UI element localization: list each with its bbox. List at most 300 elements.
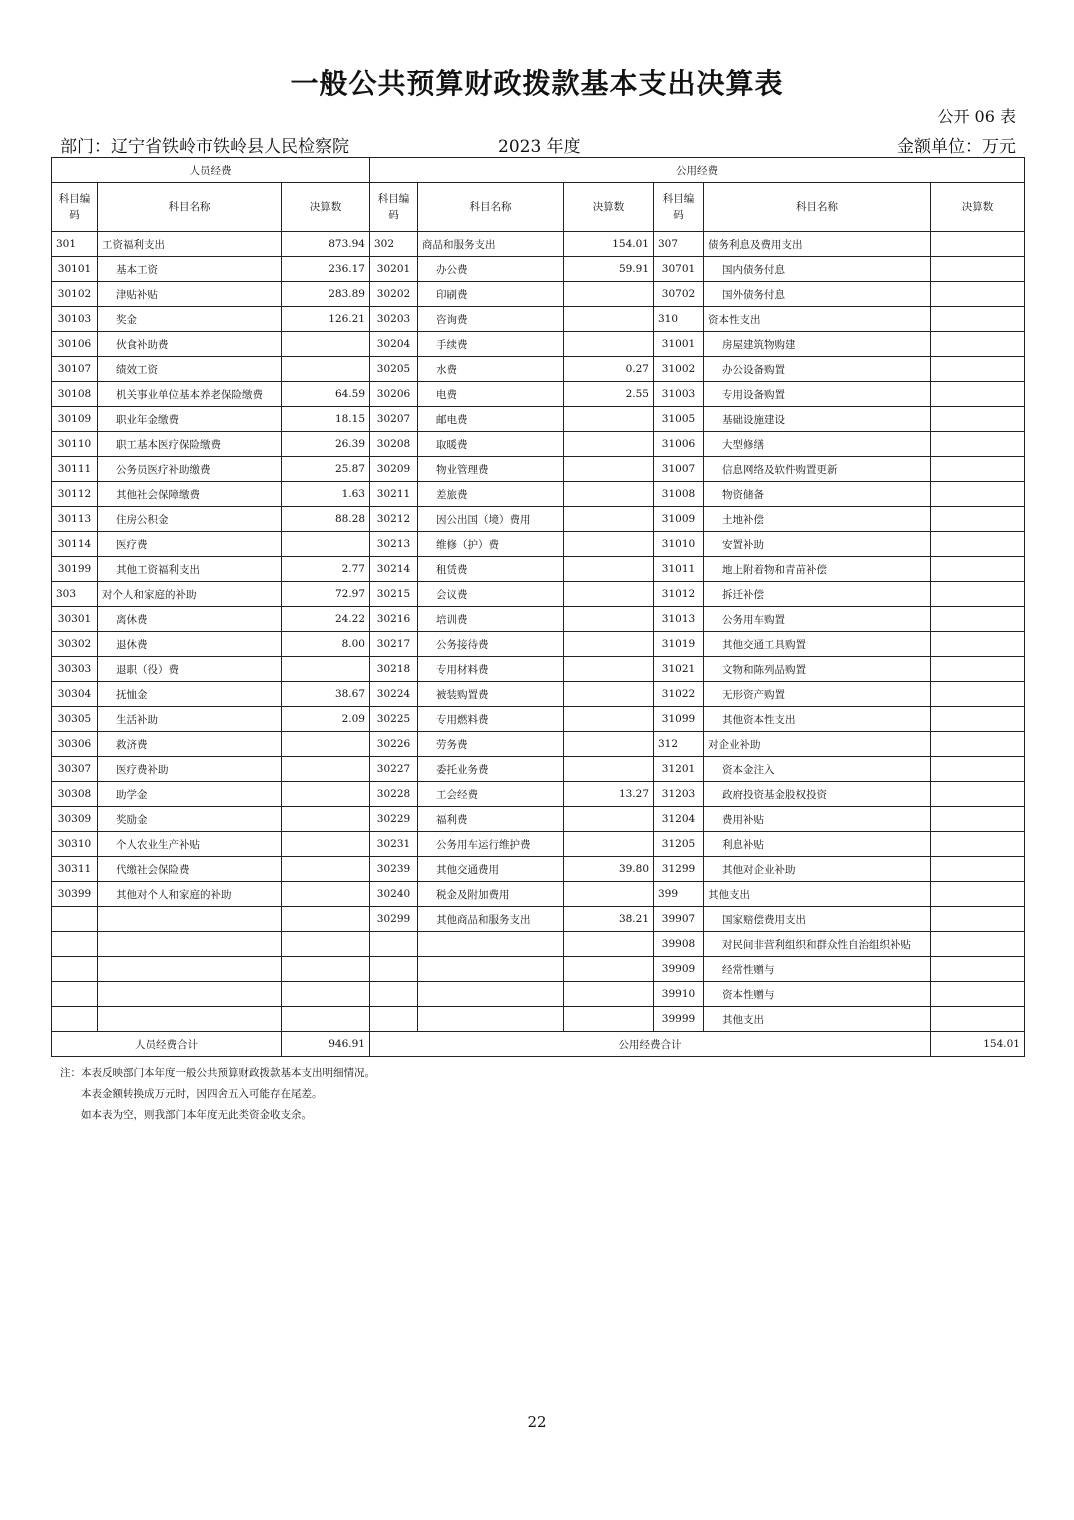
subject-name: 工资福利支出 [98,232,282,257]
amount-cell [931,882,1025,907]
subject-name: 拆迁补偿 [704,582,931,607]
subject-name: 基础设施建设 [704,407,931,432]
subject-code: 30206 [370,382,418,407]
subject-code: 30216 [370,607,418,632]
table-row [52,907,1025,932]
subject-code: 30399 [52,882,98,907]
amount-cell [931,482,1025,507]
subject-code: 312 [654,732,704,757]
note-line: 如本表为空，则我部门本年度无此类资金收支余。 [81,1109,312,1121]
table-row [52,507,1025,532]
amount-cell: 18.15 [282,407,370,432]
subject-code: 30702 [654,282,704,307]
amount-cell: 873.94 [282,232,370,257]
subject-name: 安置补助 [704,532,931,557]
amount-cell [282,332,370,357]
subject-name: 公务用车运行维护费 [418,832,564,857]
subject-code: 30218 [370,657,418,682]
subject-code: 30103 [52,307,98,332]
page-number: 22 [527,1413,547,1431]
subject-code: 30107 [52,357,98,382]
subject-code: 31013 [654,607,704,632]
subject-code: 30310 [52,832,98,857]
table-row [52,482,1025,507]
subject-name: 手续费 [418,332,564,357]
table-row [52,432,1025,457]
subject-code: 31012 [654,582,704,607]
subject-code: 31204 [654,807,704,832]
subject-code: 30239 [370,857,418,882]
subject-name: 税金及附加费用 [418,882,564,907]
col-header-name: 科目名称 [98,183,282,232]
subject-name: 其他对企业补助 [704,857,931,882]
amount-cell: 88.28 [282,507,370,532]
subject-name: 资本性支出 [704,307,931,332]
notes [60,1063,375,1126]
subject-name: 基本工资 [98,257,282,282]
subject-code: 30217 [370,632,418,657]
amount-cell [564,632,654,657]
amount-cell [282,807,370,832]
subject-name: 维修（护）费 [418,532,564,557]
amount-cell [564,457,654,482]
amount-cell: 236.17 [282,257,370,282]
subject-name [98,932,282,957]
subject-code: 31008 [654,482,704,507]
subject-code: 31002 [654,357,704,382]
amount-cell [564,482,654,507]
subject-name: 助学金 [98,782,282,807]
amount-cell: 2.77 [282,557,370,582]
subject-name: 个人农业生产补贴 [98,832,282,857]
subject-name [418,1007,564,1032]
col-header-amount: 决算数 [931,183,1025,232]
subject-code: 39910 [654,982,704,1007]
subject-code: 303 [52,582,98,607]
table-row [52,782,1025,807]
amount-cell [931,582,1025,607]
subject-name: 公务用车购置 [704,607,931,632]
subject-name: 津贴补贴 [98,282,282,307]
amount-cell [564,407,654,432]
table-row [52,582,1025,607]
subject-code: 30213 [370,532,418,557]
personnel-total-value: 946.91 [282,1032,370,1057]
subject-code: 31022 [654,682,704,707]
amount-cell: 38.67 [282,682,370,707]
public-total-value: 154.01 [931,1032,1025,1057]
department-label: 部门：辽宁省铁岭市铁岭县人民检察院 [60,137,349,157]
subject-code: 30212 [370,507,418,532]
table-row [52,557,1025,582]
subject-code: 30309 [52,807,98,832]
subject-name: 租赁费 [418,557,564,582]
subject-name: 因公出国（境）费用 [418,507,564,532]
subject-code: 30229 [370,807,418,832]
subject-code: 310 [654,307,704,332]
subject-code [370,1007,418,1032]
subject-name [418,957,564,982]
subject-name: 工会经费 [418,782,564,807]
amount-cell [564,682,654,707]
subject-code [52,982,98,1007]
subject-name: 公务接待费 [418,632,564,657]
col-header-name: 科目名称 [418,183,564,232]
table-row [52,457,1025,482]
amount-cell [931,657,1025,682]
amount-cell [564,657,654,682]
amount-cell [564,982,654,1007]
subject-code: 31006 [654,432,704,457]
subject-code: 31005 [654,407,704,432]
amount-cell [931,907,1025,932]
subject-name: 国家赔偿费用支出 [704,907,931,932]
amount-cell [282,832,370,857]
subject-code [370,957,418,982]
amount-cell [931,707,1025,732]
table-row [52,932,1025,957]
col-header-code: 科目编码 [370,183,418,232]
amount-cell [931,1007,1025,1032]
subject-code: 31003 [654,382,704,407]
amount-cell [564,732,654,757]
amount-cell [564,707,654,732]
subject-code: 30207 [370,407,418,432]
subject-code: 30227 [370,757,418,782]
table-row [52,732,1025,757]
subject-name [418,932,564,957]
subject-code: 30106 [52,332,98,357]
amount-cell [931,832,1025,857]
subject-code: 30214 [370,557,418,582]
subject-name [98,907,282,932]
page-title: 一般公共预算财政拨款基本支出决算表 [290,67,784,100]
subject-code: 31203 [654,782,704,807]
subject-name: 退休费 [98,632,282,657]
amount-cell [931,457,1025,482]
amount-cell [931,957,1025,982]
subject-name: 其他对个人和家庭的补助 [98,882,282,907]
subject-name: 商品和服务支出 [418,232,564,257]
subject-name: 地上附着物和青苗补偿 [704,557,931,582]
amount-cell: 24.22 [282,607,370,632]
subject-name: 奖励金 [98,807,282,832]
table-row [52,857,1025,882]
table-row [52,257,1025,282]
amount-cell [931,632,1025,657]
subject-code [52,907,98,932]
amount-cell [564,757,654,782]
col-header-amount: 决算数 [282,183,370,232]
amount-cell [564,607,654,632]
amount-cell [282,1007,370,1032]
subject-name: 其他商品和服务支出 [418,907,564,932]
table-row [52,607,1025,632]
subject-name: 其他交通工具购置 [704,632,931,657]
subject-code: 39999 [654,1007,704,1032]
table-row [52,307,1025,332]
subject-code: 30308 [52,782,98,807]
amount-cell [931,807,1025,832]
subject-name: 对个人和家庭的补助 [98,582,282,607]
amount-cell [282,857,370,882]
subject-name: 其他交通费用 [418,857,564,882]
subject-code: 30203 [370,307,418,332]
col-header-code: 科目编码 [52,183,98,232]
subject-name: 离休费 [98,607,282,632]
subject-name: 房屋建筑物购建 [704,332,931,357]
subject-code: 30102 [52,282,98,307]
amount-cell [564,532,654,557]
amount-cell [282,907,370,932]
subject-code: 30101 [52,257,98,282]
subject-name: 职工基本医疗保险缴费 [98,432,282,457]
subject-code: 31205 [654,832,704,857]
subject-code [52,1007,98,1032]
subject-code: 30701 [654,257,704,282]
subject-name: 绩效工资 [98,357,282,382]
amount-cell: 72.97 [282,582,370,607]
amount-cell [564,332,654,357]
amount-cell [282,732,370,757]
subject-name: 其他工资福利支出 [98,557,282,582]
amount-cell [282,882,370,907]
subject-name: 土地补偿 [704,507,931,532]
amount-cell: 13.27 [564,782,654,807]
subject-name: 资本金注入 [704,757,931,782]
subject-code [370,982,418,1007]
subject-name: 差旅费 [418,482,564,507]
amount-cell [931,857,1025,882]
subject-name: 国内债务付息 [704,257,931,282]
amount-cell: 26.39 [282,432,370,457]
amount-cell [564,1007,654,1032]
amount-cell [931,782,1025,807]
amount-cell [931,382,1025,407]
subject-name: 费用补贴 [704,807,931,832]
amount-cell [564,507,654,532]
subject-name: 劳务费 [418,732,564,757]
amount-cell [931,932,1025,957]
subject-name [98,982,282,1007]
subject-code: 30113 [52,507,98,532]
subject-name: 专用材料费 [418,657,564,682]
table-row [52,807,1025,832]
public-total-label: 公用经费合计 [370,1032,931,1057]
subject-code: 30109 [52,407,98,432]
amount-cell [564,307,654,332]
amount-cell: 64.59 [282,382,370,407]
table-row [52,232,1025,257]
subject-name: 生活补助 [98,707,282,732]
subject-code: 31010 [654,532,704,557]
amount-cell: 2.55 [564,382,654,407]
subject-code: 30108 [52,382,98,407]
subject-code [52,957,98,982]
subject-name: 职业年金缴费 [98,407,282,432]
subject-name: 公务员医疗补助缴费 [98,457,282,482]
subject-code: 30231 [370,832,418,857]
subject-code: 30112 [52,482,98,507]
subject-name: 文物和陈列品购置 [704,657,931,682]
table-row [52,357,1025,382]
amount-cell [282,532,370,557]
subject-code: 30305 [52,707,98,732]
amount-cell [564,432,654,457]
amount-cell [564,932,654,957]
amount-cell: 25.87 [282,457,370,482]
amount-cell [564,957,654,982]
subject-name: 专用设备购置 [704,382,931,407]
amount-cell [931,407,1025,432]
subject-code: 30299 [370,907,418,932]
subject-code: 307 [654,232,704,257]
subject-name: 水费 [418,357,564,382]
subject-name: 政府投资基金股权投资 [704,782,931,807]
subject-code: 31201 [654,757,704,782]
subject-name: 债务利息及费用支出 [704,232,931,257]
subject-code: 30306 [52,732,98,757]
subject-name: 邮电费 [418,407,564,432]
subject-code: 31099 [654,707,704,732]
subject-name: 其他支出 [704,882,931,907]
subject-name: 国外债务付息 [704,282,931,307]
table-row [52,757,1025,782]
subject-name: 住房公积金 [98,507,282,532]
subject-name: 咨询费 [418,307,564,332]
amount-cell [931,307,1025,332]
expenditure-table [51,157,1025,1057]
subject-code: 30303 [52,657,98,682]
amount-cell [931,607,1025,632]
subject-code: 39908 [654,932,704,957]
subject-name: 医疗费 [98,532,282,557]
subject-name: 信息网络及软件购置更新 [704,457,931,482]
group-header-personnel: 人员经费 [52,158,370,183]
amount-cell [282,982,370,1007]
amount-cell [931,332,1025,357]
subject-name: 无形资产购置 [704,682,931,707]
subject-code: 30110 [52,432,98,457]
amount-cell: 39.80 [564,857,654,882]
amount-cell [931,282,1025,307]
subject-name: 会议费 [418,582,564,607]
subject-name: 伙食补助费 [98,332,282,357]
subject-code: 30311 [52,857,98,882]
subject-name: 办公设备购置 [704,357,931,382]
subject-name: 代缴社会保险费 [98,857,282,882]
amount-cell [931,757,1025,782]
table-row [52,632,1025,657]
subject-name: 被装购置费 [418,682,564,707]
subject-name: 利息补贴 [704,832,931,857]
amount-cell: 59.91 [564,257,654,282]
amount-cell [564,282,654,307]
subject-code: 30226 [370,732,418,757]
subject-name: 委托业务费 [418,757,564,782]
subject-code: 30204 [370,332,418,357]
subject-name: 机关事业单位基本养老保险缴费 [98,382,282,407]
subject-code: 302 [370,232,418,257]
amount-cell: 0.27 [564,357,654,382]
table-row [52,682,1025,707]
subject-code: 399 [654,882,704,907]
subject-code: 301 [52,232,98,257]
subject-code: 39907 [654,907,704,932]
amount-cell [931,257,1025,282]
subject-code [52,932,98,957]
amount-cell [564,882,654,907]
currency-unit: 金额单位：万元 [897,137,1016,157]
amount-cell [564,582,654,607]
amount-cell [931,682,1025,707]
subject-name: 抚恤金 [98,682,282,707]
subject-code: 31299 [654,857,704,882]
amount-cell [564,557,654,582]
subject-code: 30240 [370,882,418,907]
subject-code: 30208 [370,432,418,457]
table-row [52,657,1025,682]
subject-code: 30111 [52,457,98,482]
subject-code: 30301 [52,607,98,632]
subject-name: 对企业补助 [704,732,931,757]
note-line: 注：本表反映部门本年度一般公共预算财政拨款基本支出明细情况。 [60,1067,375,1079]
subject-code: 30215 [370,582,418,607]
subject-code: 30228 [370,782,418,807]
amount-cell [931,982,1025,1007]
amount-cell: 1.63 [282,482,370,507]
table-row [52,382,1025,407]
amount-cell: 8.00 [282,632,370,657]
subject-code: 30205 [370,357,418,382]
amount-cell [282,957,370,982]
subject-code: 30304 [52,682,98,707]
subject-name [98,957,282,982]
amount-cell [931,732,1025,757]
table-row [52,1007,1025,1032]
subject-name [98,1007,282,1032]
subject-name: 办公费 [418,257,564,282]
subject-name: 专用燃料费 [418,707,564,732]
subject-name: 福利费 [418,807,564,832]
subject-code: 31007 [654,457,704,482]
amount-cell [282,357,370,382]
subject-code: 30202 [370,282,418,307]
subject-code: 30211 [370,482,418,507]
subject-name: 救济费 [98,732,282,757]
amount-cell: 38.21 [564,907,654,932]
table-row [52,982,1025,1007]
subject-code: 31019 [654,632,704,657]
amount-cell [564,832,654,857]
amount-cell: 2.09 [282,707,370,732]
subject-name: 其他支出 [704,1007,931,1032]
subject-code: 30209 [370,457,418,482]
subject-code: 31011 [654,557,704,582]
amount-cell [564,807,654,832]
subject-code: 30199 [52,557,98,582]
subject-code: 31021 [654,657,704,682]
note-line: 本表金额转换成万元时，因四舍五入可能存在尾差。 [81,1088,323,1100]
subject-code: 30307 [52,757,98,782]
subject-name: 印刷费 [418,282,564,307]
amount-cell [931,557,1025,582]
form-number: 公开 06 表 [937,107,1016,126]
amount-cell: 154.01 [564,232,654,257]
table-row [52,832,1025,857]
subject-name: 奖金 [98,307,282,332]
subject-name: 退职（役）费 [98,657,282,682]
